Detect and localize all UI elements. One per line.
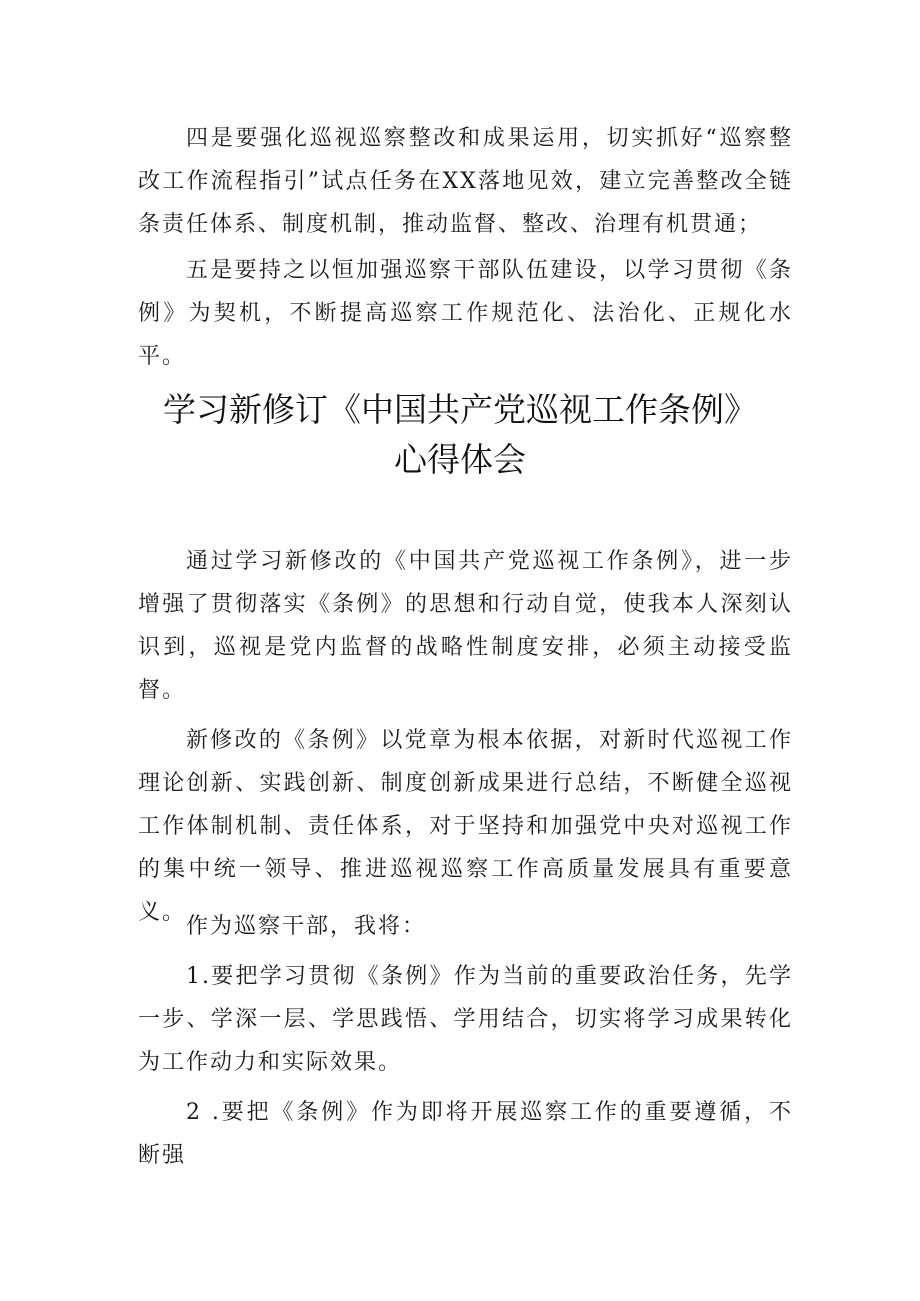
section-reflections xyxy=(138,540,793,934)
paragraph-commitment-1: 1.要把学习贯彻《条例》作为当前的重要政治任务，先学一步、学深一层、学思践悟、学用结合，切实将学习成果转化为工作动力和实际效果。 xyxy=(138,964,793,1075)
paragraph-reflection-2: 新修改的《条例》以党章为根本依据，对新时代巡视工作理论创新、实践创新、制度创新成果进行总结，不断健全巡视工作体制机制、责任体系，对于坚持和加强党中央对巡视工作的集中统一领导、推进巡视巡察工作高质量发展具有重要意义。 xyxy=(138,728,793,925)
paragraph-reflection-1: 通过学习新修改的《中国共产党巡视工作条例》，进一步增强了贯彻落实《条例》的思想和行动自觉，使我本人深刻认识到，巡视是党内监督的战略性制度安排，必须主动接受监督。 xyxy=(138,549,793,703)
title-line-1: 学习新修订《中国共产党巡视工作条例》 xyxy=(163,390,757,429)
document-title xyxy=(0,385,920,485)
paragraph-commitment-intro: 作为巡察干部，我将： xyxy=(186,914,427,939)
title-line-2: 心得体会 xyxy=(394,440,526,479)
paragraph-measure-four: 四是要强化巡视巡察整改和成果运用，切实抓好“巡察整改工作流程指引”试点任务在XX落地见效，建立完善整改全链条责任体系、制度机制，推动监督、整改、治理有机贯通； xyxy=(138,126,793,237)
section-commitments xyxy=(138,905,793,1177)
paragraph-measure-five: 五是要持之以恒加强巡察干部队伍建设，以学习贯彻《条例》为契机，不断提高巡察工作规范化、法治化、正规化水平。 xyxy=(138,258,793,369)
section-continued-measures xyxy=(138,117,793,378)
paragraph-commitment-2: 2 .要把《条例》作为即将开展巡察工作的重要遵循，不断强 xyxy=(138,1100,793,1168)
